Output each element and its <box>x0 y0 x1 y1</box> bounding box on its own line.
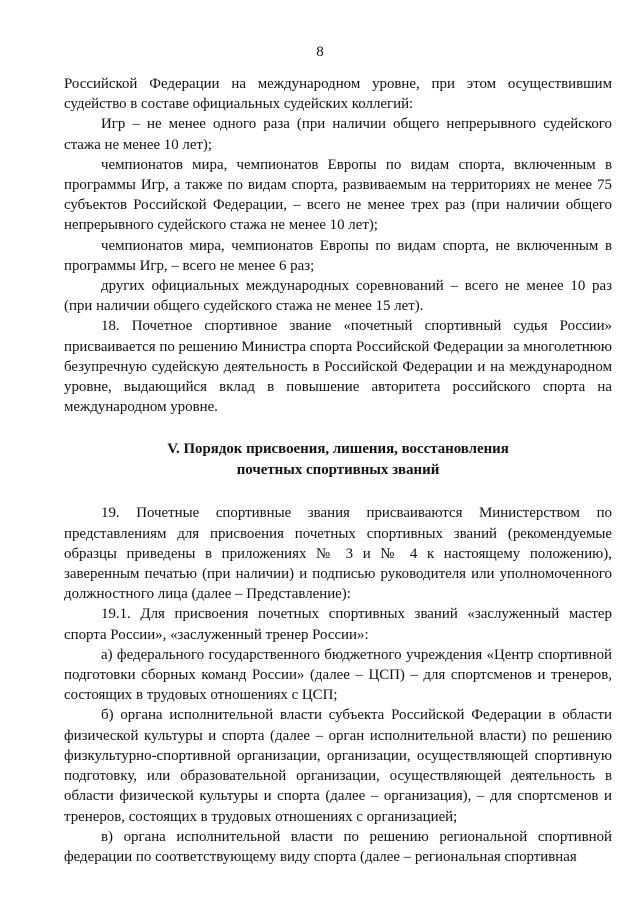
paragraph: Игр – не менее одного раза (при наличии общего непрерывного судейского стажа не менее 10 лет); <box>64 116 612 153</box>
paragraph: 19. Почетные спортивные звания присваиваются Министерством по представлениям для присвоения почетных спортивных званий (рекомендуемые образцы приведены в приложениях № 3 и № 4 к настоящему положению), заверенным печатью (при наличии) и подписью руководителя или уполномоченного должностного лица (далее – Представление): <box>64 505 612 603</box>
paragraph: других официальных международных соревнований – всего не менее 10 раз (при наличии общего судейского стажа не менее 15 лет). <box>64 278 612 315</box>
paragraph: 18. Почетное спортивное звание «почетный спортивный судья России» присваивается по решению Министра спорта Российской Федерации за многолетнюю безупречную судейскую деятельность в Российской Федерации и на международном уровне, выдающийся вклад в повышение авторитета российского спорта на международном уровне. <box>64 318 612 416</box>
paragraph: б) органа исполнительной власти субъекта Российской Федерации в области физической культуры и спорта (далее – орган исполнительной власти) по решению физкультурно-спортивной организации, организации, осуществляющей спортивную подготовку, или образовательной организации, осуществляющей деятельность в области физической культуры и спорта (далее – организация), – для спортсменов и тренеров, состоящих в трудовых отношениях с организацией; <box>64 707 612 825</box>
paragraph: Российской Федерации на международном уровне, при этом осуществившим судейство в составе официальных судейских коллегий: <box>64 76 612 113</box>
section-heading <box>64 439 612 480</box>
section-heading-line: почетных спортивных званий <box>236 461 440 478</box>
section-heading-line: V. Порядок присвоения, лишения, восстановления <box>167 441 509 458</box>
document-body <box>64 74 612 867</box>
paragraph: 19.1. Для присвоения почетных спортивных званий «заслуженный мастер спорта России», «заслуженный тренер России»: <box>64 606 612 643</box>
page-number: 8 <box>316 44 324 60</box>
paragraph: а) федерального государственного бюджетного учреждения «Центр спортивной подготовки сборных команд России» (далее – ЦСП) – для спортсменов и тренеров, состоящих в трудовых отношениях с ЦСП; <box>64 646 612 704</box>
paragraph: в) органа исполнительной власти по решению региональной спортивной федерации по соответствующему виду спорта (далее – региональная спортивная <box>64 828 612 865</box>
paragraph: чемпионатов мира, чемпионатов Европы по видам спорта, не включенным в программы Игр, – всего не менее 6 раз; <box>64 237 612 274</box>
paragraph: чемпионатов мира, чемпионатов Европы по видам спорта, включенным в программы Игр, а также по видам спорта, развиваемым на территориях не менее 75 субъектов Российской Федерации, – всего не менее трех раз (при наличии общего непрерывного судейского стажа не менее 10 лет); <box>64 156 612 234</box>
